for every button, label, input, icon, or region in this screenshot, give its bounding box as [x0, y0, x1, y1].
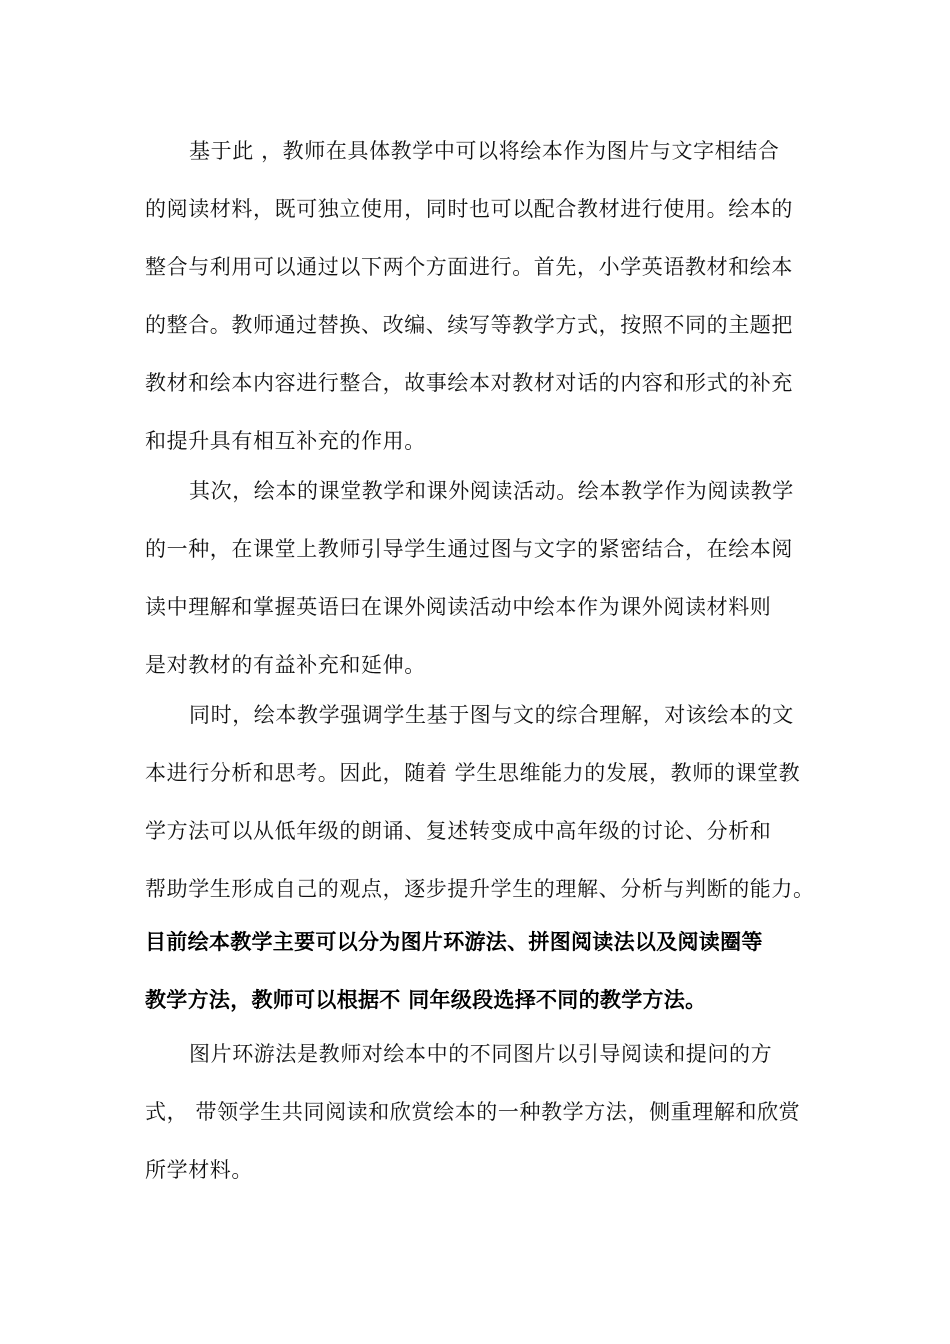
paragraph-5-line-1: 图片环游法是教师对绘本中的不同图片以引导阅读和提问的方 — [189, 1042, 773, 1066]
paragraph-5-line-2: 式， 带领学生共同阅读和欣赏绘本的一种教学方法，侧重理解和欣赏 — [145, 1100, 801, 1124]
paragraph-1-line-3: 整合与利用可以通过以下两个方面进行。首先，小学英语教材和绘本 — [145, 255, 793, 279]
highlight-line-2: 教学方法，教师可以根据不 同年级段选择不同的教学方法。 — [145, 988, 707, 1012]
paragraph-1-line-4: 的整合。教师通过替换、改编、续写等教学方式，按照不同的主题把 — [145, 313, 793, 337]
paragraph-1-line-2: 的阅读材料，既可独立使用，同时也可以配合教材进行使用。绘本的 — [145, 197, 793, 221]
paragraph-2-line-2: 的一种，在课堂上教师引导学生通过图与文字的紧密结合，在绘本阅 — [145, 537, 793, 561]
paragraph-2-line-3: 读中理解和掌握英语曰在课外阅读活动中绘本作为课外阅读材料则 — [145, 595, 772, 619]
paragraph-3-line-2: 本进行分析和思考。因此，随着 学生思维能力的发展，教师的课堂教 — [145, 761, 801, 785]
paragraph-1-line-6: 和提升具有相互补充的作用。 — [145, 429, 426, 453]
paragraph-2-line-1: 其次，绘本的课堂教学和课外阅读活动。绘本教学作为阅读教学 — [189, 479, 794, 503]
paragraph-1-line-5: 教材和绘本内容进行整合，故事绘本对教材对话的内容和形式的补充 — [145, 371, 793, 395]
paragraph-2-line-4: 是对教材的有益补充和延伸。 — [145, 653, 426, 677]
paragraph-3-line-3: 学方法可以从低年级的朗诵、复述转变成中高年级的讨论、分析和 — [145, 819, 772, 843]
paragraph-3-line-1: 同时，绘本教学强调学生基于图与文的综合理解，对该绘本的文 — [189, 703, 794, 727]
paragraph-3-line-4: 帮助学生形成自己的观点，逐步提升学生的理解、分析与判断的能力。 — [145, 877, 815, 901]
highlight-line-1: 目前绘本教学主要可以分为图片环游法、拼图阅读法以及阅读圈等 — [145, 930, 763, 954]
paragraph-5-line-3: 所学材料。 — [145, 1158, 253, 1182]
paragraph-1-line-1: 基于此 ，教师在具体教学中可以将绘本作为图片与文字相结合 — [189, 139, 780, 163]
